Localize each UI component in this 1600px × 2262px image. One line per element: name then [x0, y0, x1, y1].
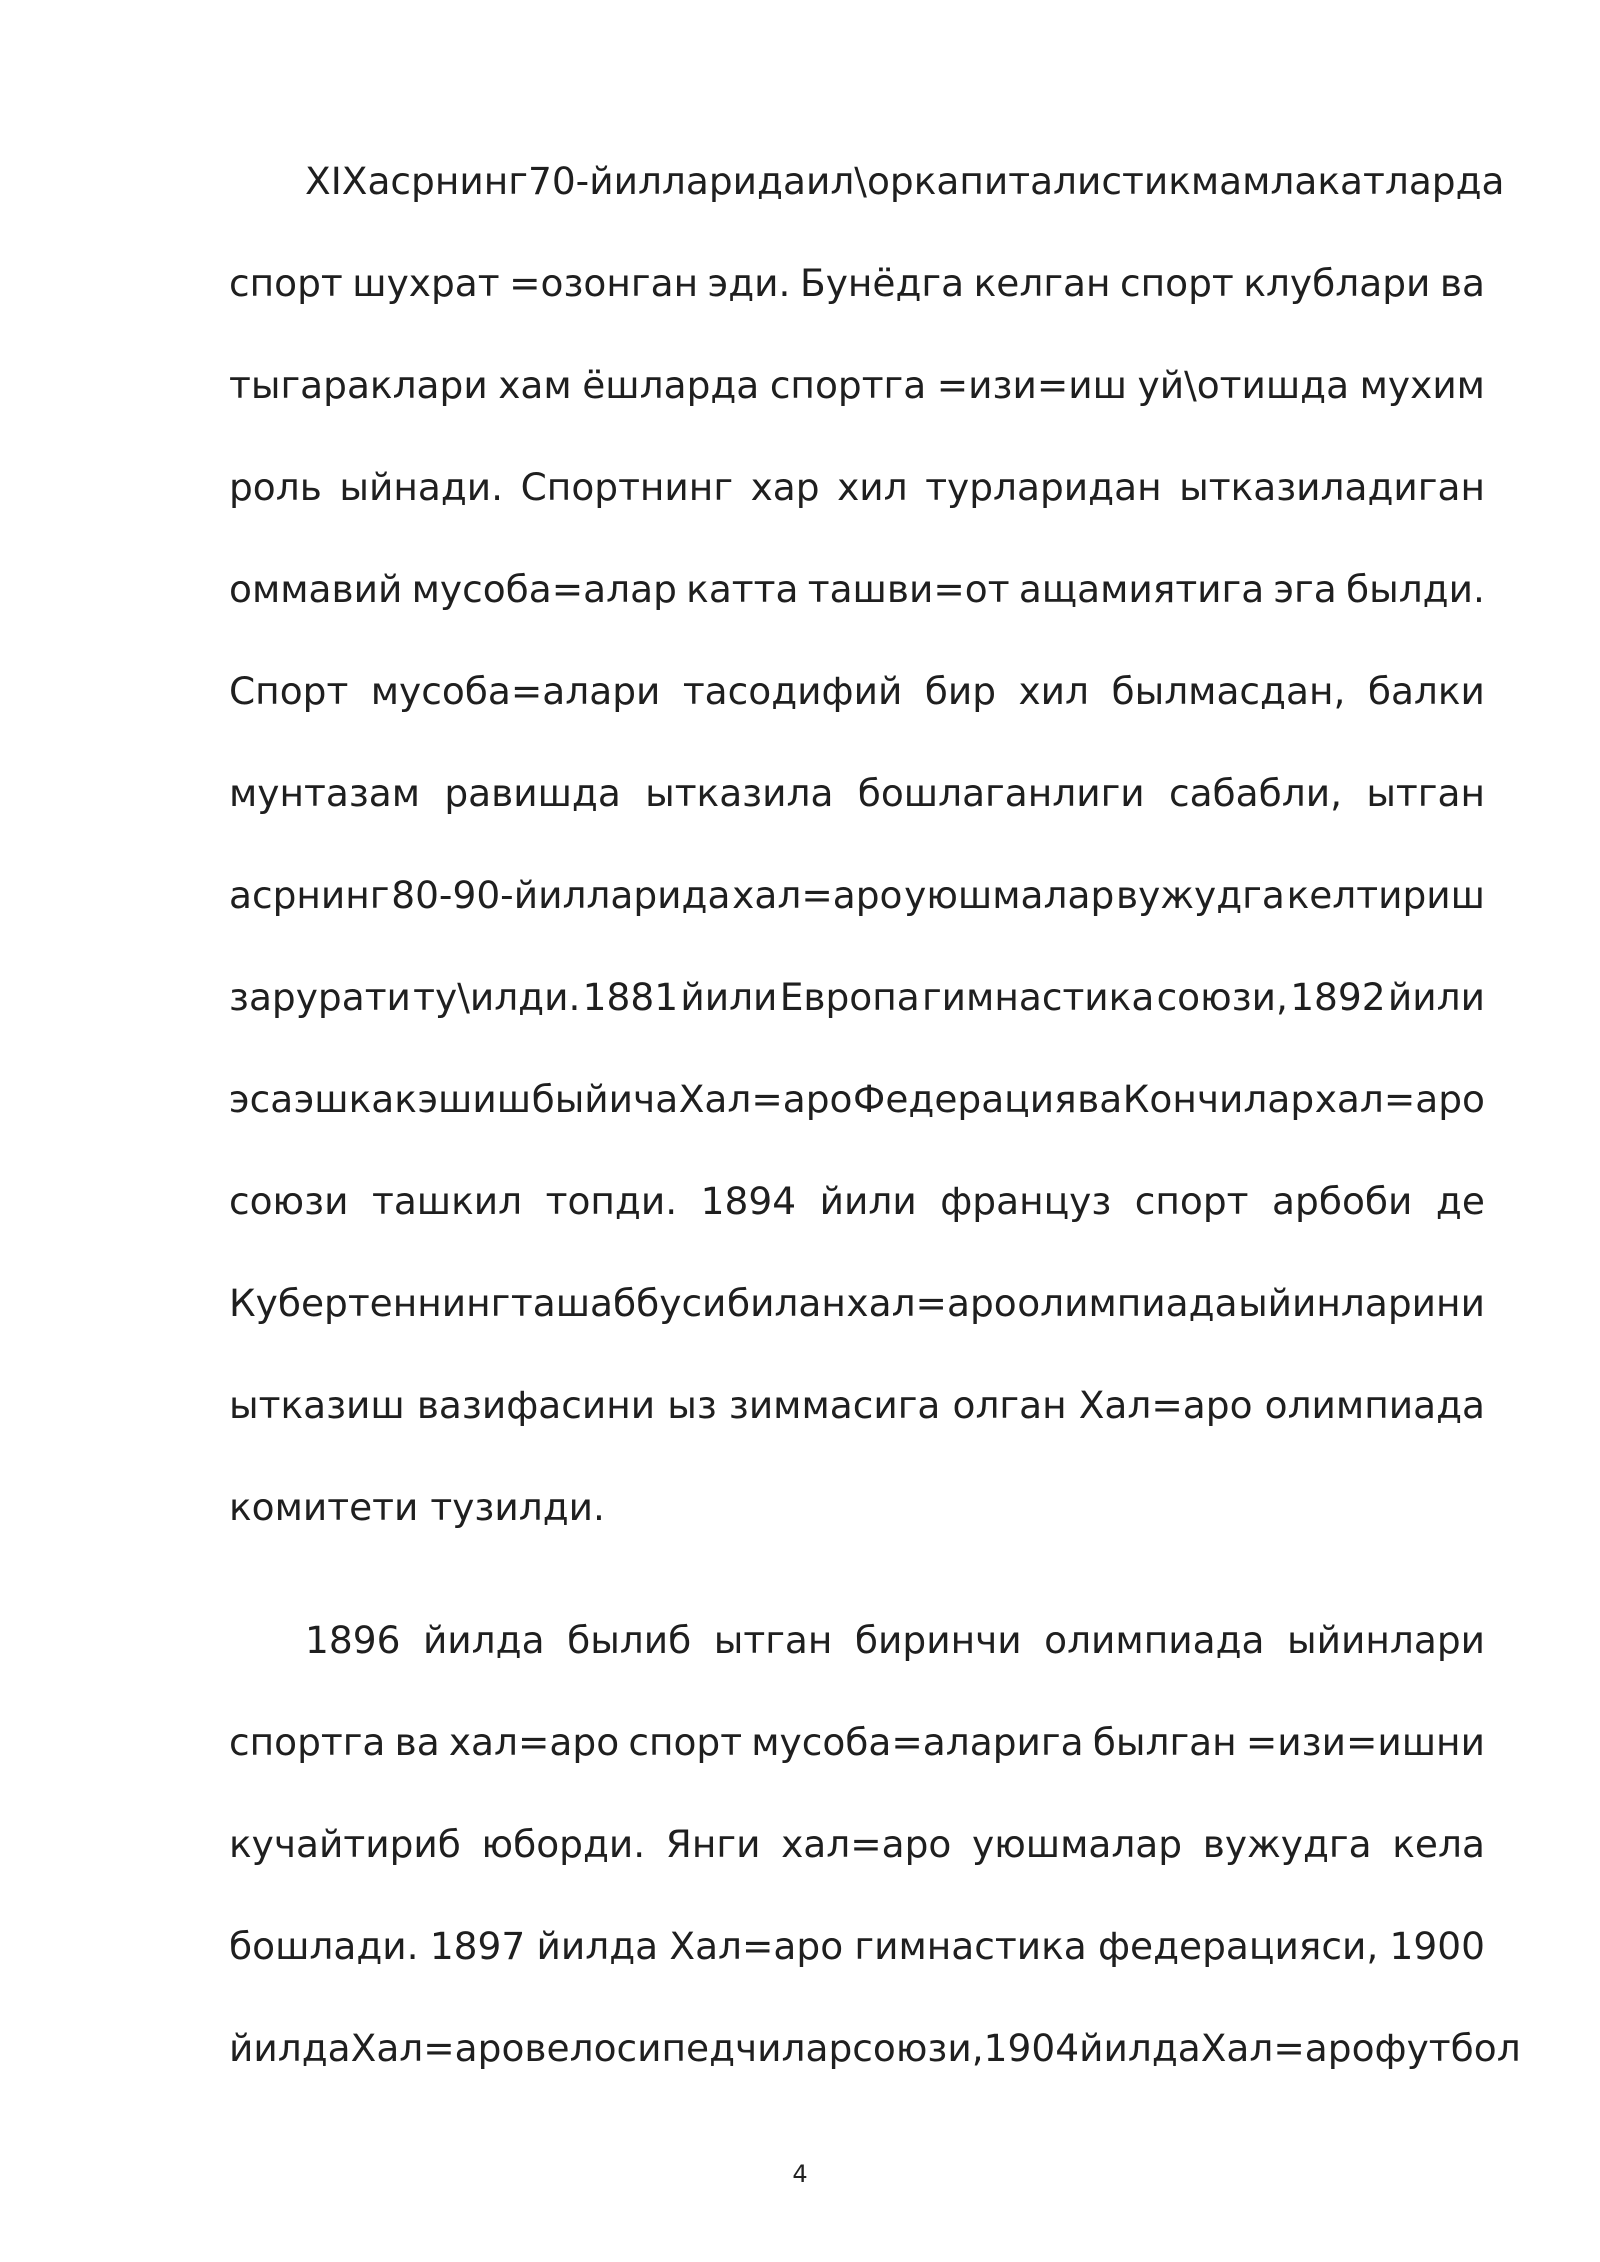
paragraph-line: мунтазам равишда ытказила бошлаганлиги сабабли, ытган — [229, 771, 1485, 815]
paragraph-line: эса эшкак эшиш быйича Хал=аро Федерация ва Кончилар хал=аро — [229, 1077, 1485, 1121]
paragraph-line: ытказиш вазифасини ыз зиммасига олган Хал=аро олимпиада — [229, 1383, 1485, 1427]
paragraph-2 — [229, 1589, 1521, 2099]
paragraph-line: комитети тузилди. — [229, 1485, 605, 1529]
paragraph-line: йилда Хал=аро велосипедчилар союзи, 1904 йилда Хал=аро футбол — [229, 2026, 1521, 2070]
paragraph-line: спорт шухрат =озонган эди. Бунёдга келган спорт клублари ва — [229, 261, 1485, 305]
paragraph-line: бошлади. 1897 йилда Хал=аро гимнастика федерацияси, 1900 — [229, 1924, 1485, 1968]
paragraph-1 — [229, 130, 1505, 1558]
paragraph-line: асрнинг 80-90-йилларида хал=аро уюшмалар вужудга келтириш — [229, 873, 1485, 917]
paragraph-line: кучайтириб юборди. Янги хал=аро уюшмалар вужудга кела — [229, 1822, 1485, 1866]
paragraph-line: зарурати ту\илди. 1881 йили Европа гимнастика союзи, 1892 йили — [229, 975, 1485, 1019]
paragraph-line: союзи ташкил топди. 1894 йили француз спорт арбоби де — [229, 1179, 1485, 1223]
paragraph-line: роль ыйнади. Спортнинг хар хил турларидан ытказиладиган — [229, 465, 1485, 509]
paragraph-line: XIX асрнинг 70-йилларида ил\ор капиталистик мамлакатларда — [305, 159, 1505, 203]
paragraph-line: спортга ва хал=аро спорт мусоба=аларига былган =изи=ишни — [229, 1720, 1485, 1764]
paragraph-line: 1896 йилда былиб ытган биринчи олимпиада ыйинлари — [305, 1618, 1485, 1662]
paragraph-line: Спорт мусоба=алари тасодифий бир хил былмасдан, балки — [229, 669, 1485, 713]
paragraph-line: тыгараклари хам ёшларда спортга =изи=иш уй\отишда мухим — [229, 363, 1485, 407]
paragraph-line: оммавий мусоба=алар катта ташви=от ащамиятига эга былди. — [229, 567, 1485, 611]
paragraph-line: Кубертеннинг ташаббуси билан хал=аро олимпиада ыйинларини — [229, 1281, 1485, 1325]
page-number: 4 — [792, 2160, 808, 2188]
